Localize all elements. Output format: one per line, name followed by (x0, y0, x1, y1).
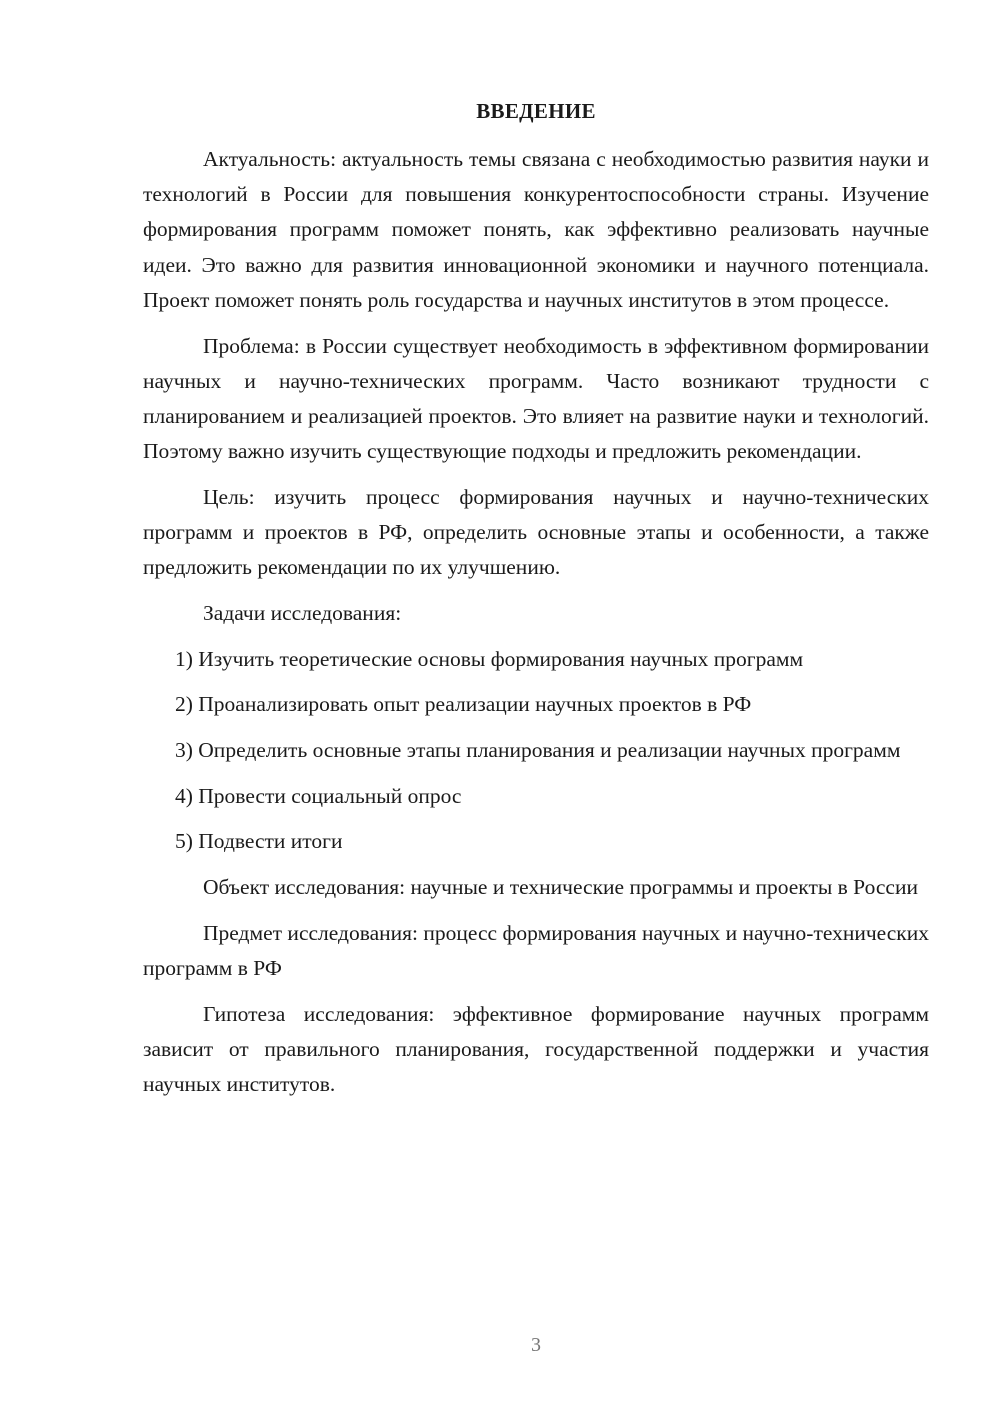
section-title: ВВЕДЕНИЕ (476, 99, 596, 123)
task-item-2: 2) Проанализировать опыт реализации научных проектов в РФ (175, 692, 752, 717)
goal-paragraph: Цель: изучить процесс формирования научных и научно-технических программ и проектов в РФ, определить основные этапы и особенности, а также предложить рекомендации по их улучшению. (143, 484, 929, 580)
tasks-heading: Задачи исследования: (203, 600, 402, 625)
hypothesis-paragraph: Гипотеза исследования: эффективное формирование научных программ зависит от правильного планирования, государственной поддержки и участия научных институтов. (143, 1001, 929, 1097)
problem-paragraph: Проблема: в России существует необходимость в эффективном формировании научных и научно-технических программ. Часто возникают трудности с планированием и реализацией проектов. Это влияет на развитие науки и технологий. Поэтому важно изучить существующие подходы и предложить рекомендации. (143, 333, 929, 464)
task-item-5: 5) Подвести итоги (175, 829, 343, 854)
subject-paragraph: Предмет исследования: процесс формирования научных и научно-технических программ в РФ (143, 920, 929, 981)
task-item-1: 1) Изучить теоретические основы формирования научных программ (175, 646, 804, 671)
task-item-3: 3) Определить основные этапы планирования и реализации научных программ (175, 738, 901, 763)
task-item-4: 4) Провести социальный опрос (175, 783, 462, 808)
relevance-paragraph: Актуальность: актуальность темы связана с необходимостью развития науки и технологий в России для повышения конкурентоспособности страны. Изучение формирования программ поможет понять, как эффективно реализовать научные идеи. Это важно для развития инновационной экономики и научного потенциала. Проект поможет понять роль государства и научных институтов в этом процессе. (143, 147, 929, 312)
body-text (143, 142, 929, 1113)
object-paragraph: Объект исследования: научные и технические программы и проекты в России (203, 875, 918, 900)
page-number: 3 (531, 1334, 541, 1356)
